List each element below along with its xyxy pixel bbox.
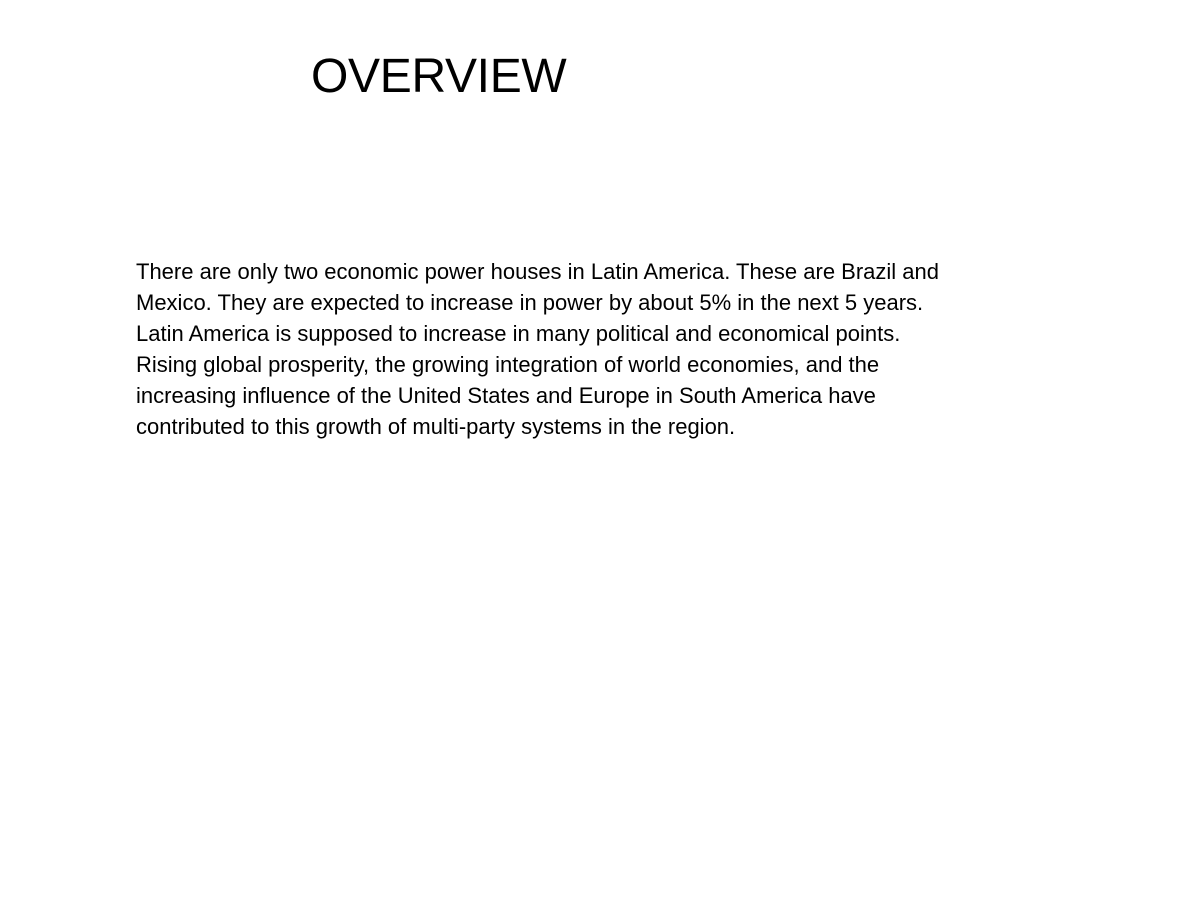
slide-body-text (136, 256, 1036, 442)
body-text-line: Mexico. They are expected to increase in power by about 5% in the next 5 years. (136, 290, 924, 315)
body-text-line: increasing influence of the United States and Europe in South America have (136, 383, 876, 408)
body-text-line: contributed to this growth of multi-party systems in the region. (136, 414, 736, 439)
body-text-line: Rising global prosperity, the growing integration of world economies, and the (136, 352, 880, 377)
body-text-line: There are only two economic power houses in Latin America. These are Brazil and (136, 259, 940, 284)
slide-title: OVERVIEW (311, 50, 567, 103)
body-text-line: Latin America is supposed to increase in many political and economical points. (136, 321, 901, 346)
